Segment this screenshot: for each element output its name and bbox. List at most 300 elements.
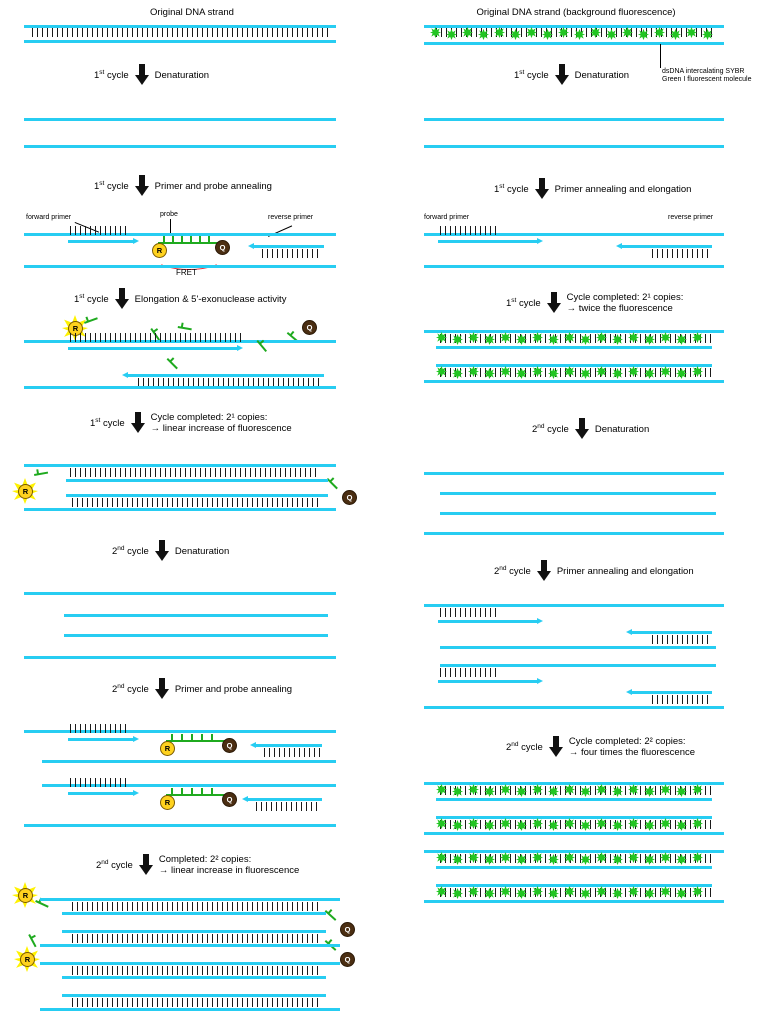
reporter-dye-icon: R: [68, 321, 83, 336]
sybr-green-icon: [500, 366, 511, 377]
dna-strand-template-bottom: [24, 265, 336, 268]
probe-fragment: [84, 317, 98, 324]
probe-tick: [191, 734, 193, 741]
reverse-primer-strand: [248, 798, 322, 801]
sybr-green-icon: [500, 818, 511, 829]
sybr-green-icon: [558, 27, 569, 38]
dna-strand-new: [66, 479, 328, 482]
sybr-green-icon: [644, 786, 655, 797]
probe-strand: [166, 740, 228, 742]
forward-primer-ticks: [70, 724, 130, 733]
reverse-primer-ticks: [264, 748, 320, 757]
probe-tick: [181, 734, 183, 741]
right-panel-title: Original DNA strand (background fluorescence): [476, 7, 676, 18]
sybr-green-icon: [612, 888, 623, 899]
sybr-green-icon: [580, 368, 591, 379]
step-text: Primer and probe annealing: [174, 683, 293, 695]
quencher-icon: Q: [222, 738, 237, 753]
dna-strand-product: [40, 962, 340, 965]
sybr-green-icon: [436, 784, 447, 795]
dna-strand-product: [40, 944, 340, 947]
sybr-green-icon: [500, 852, 511, 863]
sybr-green-icon: [580, 854, 591, 865]
sybr-green-icon: [676, 820, 687, 831]
dna-strand-product: [436, 798, 712, 801]
sybr-green-icon: [436, 886, 447, 897]
dna-strand-product: [436, 866, 712, 869]
step-row: [90, 412, 292, 434]
sybr-green-icon: [628, 366, 639, 377]
sybr-green-icon: [596, 852, 607, 863]
sybr-green-icon: [692, 852, 703, 863]
dna-strand-single: [24, 118, 336, 121]
sybr-green-icon: [526, 27, 537, 38]
step-row: [112, 540, 229, 562]
probe-tick: [201, 788, 203, 795]
new-strand-arrow-icon: [237, 345, 243, 351]
down-arrow-icon: [535, 178, 549, 200]
elongating-ticks: [70, 333, 242, 342]
step-row: [514, 64, 629, 86]
step-text: Primer annealing and elongation: [556, 565, 694, 577]
step-text-line2: → four times the fluorescence: [568, 747, 696, 758]
sybr-green-icon: [532, 784, 543, 795]
new-strand-arrow-icon: [122, 372, 128, 378]
forward-primer-ticks: [70, 226, 130, 235]
reverse-primer-strand: [632, 691, 712, 694]
sybr-green-icon: [516, 888, 527, 899]
sybr-green-icon: [436, 852, 447, 863]
sybr-green-icon: [660, 852, 671, 863]
sybr-green-icon: [676, 368, 687, 379]
sybr-green-icon: [692, 332, 703, 343]
cycle-label: 1st cycle: [94, 179, 129, 193]
sybr-green-icon: [702, 29, 713, 40]
sybr-green-icon: [590, 27, 601, 38]
probe-tick: [191, 788, 193, 795]
step-text: [569, 736, 695, 758]
quencher-icon: Q: [222, 792, 237, 807]
reverse-primer-ticks: [256, 802, 320, 811]
sybr-green-icon: [484, 888, 495, 899]
sybr-green-icon: [494, 27, 505, 38]
dna-strand-template-bottom: [24, 824, 336, 827]
forward-primer-ticks: [440, 226, 500, 235]
sybr-green-band: [430, 27, 718, 40]
reverse-primer-arrow-icon: [626, 689, 632, 695]
sybr-green-icon: [452, 368, 463, 379]
dna-strand-single: [440, 492, 716, 495]
quencher-icon: Q: [302, 320, 317, 335]
sybr-green-band: [436, 852, 712, 865]
sybr-green-icon: [500, 886, 511, 897]
forward-primer-strand: [68, 792, 134, 795]
sybr-green-icon: [564, 818, 575, 829]
sybr-green-icon: [516, 786, 527, 797]
probe-strand: [166, 794, 228, 796]
leader-line: [170, 219, 171, 233]
forward-primer-ticks: [440, 608, 498, 617]
probe-tick: [181, 788, 183, 795]
down-arrow-icon: [155, 540, 169, 562]
sybr-green-icon: [628, 886, 639, 897]
step-row: [94, 175, 272, 197]
sybr-green-panel: [384, 0, 768, 1024]
sybr-green-icon: [564, 332, 575, 343]
sybr-green-icon: [644, 334, 655, 345]
reporter-dye-icon: R: [160, 741, 175, 756]
probe-tick: [171, 788, 173, 795]
sybr-green-icon: [548, 854, 559, 865]
cycle-label: 2nd cycle: [532, 422, 569, 436]
sybr-green-icon: [564, 852, 575, 863]
dna-strand-bottom: [24, 508, 336, 511]
sybr-green-icon: [612, 786, 623, 797]
step-text-line2: → linear increase of fluorescence: [150, 423, 292, 434]
dna-strand-product: [424, 832, 724, 835]
cycle-label: 1st cycle: [514, 68, 549, 82]
sybr-green-icon: [532, 366, 543, 377]
forward-primer-arrow-icon: [133, 790, 139, 796]
reverse-primer-ticks: [652, 695, 710, 704]
sybr-green-icon: [660, 332, 671, 343]
step-text-line1: Cycle completed: 2² copies:: [568, 736, 686, 747]
step-text: [151, 412, 292, 434]
sybr-green-icon: [638, 29, 649, 40]
sybr-green-icon: [574, 29, 585, 40]
dna-strand-single: [24, 145, 336, 148]
sybr-green-icon: [468, 852, 479, 863]
sybr-green-icon: [532, 332, 543, 343]
sybr-green-icon: [692, 818, 703, 829]
dna-strand-product: [62, 976, 326, 979]
sybr-green-icon: [452, 786, 463, 797]
dna-strand-single: [64, 614, 328, 617]
sybr-green-icon: [692, 886, 703, 897]
step-text-line1: Cycle completed: 2¹ copies:: [566, 292, 684, 303]
reverse-primer-strand: [632, 631, 712, 634]
sybr-green-icon: [692, 366, 703, 377]
dna-ticks: [70, 468, 320, 477]
dna-strand-template-bottom: [424, 706, 724, 709]
sybr-green-icon: [644, 854, 655, 865]
sybr-green-icon: [660, 886, 671, 897]
forward-primer-strand: [68, 738, 134, 741]
step-text-line2: → twice the fluorescence: [566, 303, 673, 314]
down-arrow-icon: [131, 412, 145, 434]
sybr-green-icon: [676, 786, 687, 797]
dna-strand-template-bottom: [42, 760, 336, 763]
dna-strand-top: [24, 464, 336, 467]
dna-ticks: [72, 998, 320, 1007]
sybr-green-icon: [596, 818, 607, 829]
sybr-green-icon: [484, 368, 495, 379]
sybr-green-icon: [580, 334, 591, 345]
reverse-primer-label: reverse primer: [668, 214, 714, 221]
cycle-label: 1st cycle: [90, 416, 125, 430]
step-text: Denaturation: [594, 423, 650, 435]
dna-strand-product: [62, 912, 326, 915]
probe-tick: [208, 236, 210, 243]
sybr-green-icon: [484, 334, 495, 345]
dna-ticks: [72, 966, 320, 975]
sybr-green-icon: [580, 888, 591, 899]
sybr-green-icon: [532, 818, 543, 829]
reverse-primer-arrow-icon: [248, 243, 254, 249]
reverse-primer-arrow-icon: [242, 796, 248, 802]
step-text: Denaturation: [574, 69, 630, 81]
dna-strand-template-bottom: [24, 386, 336, 389]
down-arrow-icon: [155, 678, 169, 700]
dna-strand-template-top: [440, 664, 716, 667]
cycle-label: 2nd cycle: [494, 564, 531, 578]
sybr-green-band: [436, 366, 712, 379]
dna-strand-single: [424, 532, 724, 535]
sybr-green-band: [436, 784, 712, 797]
sybr-green-icon: [452, 854, 463, 865]
reverse-primer-ticks: [262, 249, 322, 258]
forward-primer-strand: [68, 240, 134, 243]
sybr-green-icon: [564, 886, 575, 897]
dna-ticks: [72, 934, 320, 943]
sybr-green-icon: [628, 332, 639, 343]
cycle-label: 1st cycle: [494, 182, 529, 196]
sybr-green-icon: [548, 820, 559, 831]
sybr-green-band: [436, 886, 712, 899]
step-text: Elongation & 5'-exonuclease activity: [134, 293, 287, 305]
dna-strand-single: [424, 145, 724, 148]
step-row: [112, 678, 292, 700]
reverse-primer-arrow-icon: [250, 742, 256, 748]
dna-strand-single: [440, 512, 716, 515]
dna-strand-bottom: [424, 42, 724, 45]
sybr-green-icon: [596, 366, 607, 377]
probe-tick: [163, 236, 165, 243]
sybr-green-icon: [500, 332, 511, 343]
sybr-green-icon: [436, 366, 447, 377]
dna-strand-single: [424, 472, 724, 475]
sybr-green-band: [436, 818, 712, 831]
forward-primer-strand: [438, 680, 538, 683]
reporter-dye-icon: R: [18, 888, 33, 903]
probe-tick: [171, 734, 173, 741]
step-text: Denaturation: [174, 545, 230, 557]
sybr-green-icon: [510, 29, 521, 40]
probe-tick: [199, 236, 201, 243]
forward-primer-arrow-icon: [133, 238, 139, 244]
sybr-green-band: [436, 332, 712, 345]
sybr-green-icon: [484, 786, 495, 797]
sybr-green-icon: [622, 27, 633, 38]
dna-strand-product: [40, 1008, 340, 1011]
probe-fragment: [34, 472, 48, 476]
quencher-icon: Q: [215, 240, 230, 255]
step-text: Primer annealing and elongation: [554, 183, 692, 195]
dna-ticks-top: [32, 28, 328, 37]
sybr-green-icon: [580, 786, 591, 797]
sybr-green-icon: [484, 820, 495, 831]
sybr-green-icon: [612, 820, 623, 831]
sybr-green-icon: [436, 818, 447, 829]
probe-fragment: [325, 910, 337, 921]
sybr-green-icon: [660, 784, 671, 795]
sybr-green-icon: [542, 29, 553, 40]
dna-strand-template-bottom: [440, 646, 716, 649]
sybr-green-icon: [468, 366, 479, 377]
sybr-green-icon: [676, 334, 687, 345]
sybr-green-icon: [628, 852, 639, 863]
sybr-green-icon: [660, 818, 671, 829]
probe-tick: [201, 734, 203, 741]
step-text: Denaturation: [154, 69, 210, 81]
step-row: [96, 854, 299, 876]
forward-primer-arrow-icon: [537, 238, 543, 244]
step-text: [159, 854, 299, 876]
dna-strand-product: [62, 930, 326, 933]
forward-primer-ticks: [70, 778, 130, 787]
fret-label: FRET: [176, 268, 197, 277]
forward-primer-ticks: [440, 668, 498, 677]
probe-fragment: [167, 358, 178, 369]
forward-primer-strand: [438, 620, 538, 623]
dna-strand-new: [66, 494, 328, 497]
sybr-green-icon: [548, 786, 559, 797]
down-arrow-icon: [575, 418, 589, 440]
sybr-green-icon: [596, 784, 607, 795]
dna-ticks: [72, 902, 320, 911]
dna-strand-single: [24, 656, 336, 659]
cycle-label: 1st cycle: [94, 68, 129, 82]
sybr-green-icon: [462, 27, 473, 38]
sybr-green-icon: [452, 334, 463, 345]
down-arrow-icon: [537, 560, 551, 582]
sybr-green-icon: [548, 334, 559, 345]
reverse-primer-ticks: [652, 635, 710, 644]
cycle-label: 2nd cycle: [96, 858, 133, 872]
step-row: [74, 288, 286, 310]
reverse-primer-label: reverse primer: [268, 214, 314, 221]
dna-strand-product: [62, 994, 326, 997]
sybr-green-icon: [548, 888, 559, 899]
step-text: [567, 292, 684, 314]
dna-strand-single: [64, 634, 328, 637]
cycle-label: 1st cycle: [506, 296, 541, 310]
step-row: [506, 736, 695, 758]
probe-strand: [158, 242, 220, 244]
cycle-label: 1st cycle: [74, 292, 109, 306]
dna-strand-single: [424, 118, 724, 121]
sybr-green-icon: [468, 886, 479, 897]
dna-strand-product: [40, 898, 340, 901]
sybr-green-icon: [612, 368, 623, 379]
down-arrow-icon: [547, 292, 561, 314]
cycle-label: 2nd cycle: [112, 682, 149, 696]
reporter-dye-icon: R: [152, 243, 167, 258]
sybr-green-icon: [532, 886, 543, 897]
reverse-primer-strand: [254, 245, 324, 248]
dna-strand-product: [424, 900, 724, 903]
reverse-primer-arrow-icon: [626, 629, 632, 635]
dna-ticks: [72, 498, 320, 507]
step-row: [506, 292, 683, 314]
sybr-green-icon: [564, 784, 575, 795]
left-panel-title: Original DNA strand: [150, 7, 234, 18]
probe-tick: [181, 236, 183, 243]
step-text-line1: Completed: 2² copies:: [158, 854, 252, 865]
sybr-note: dsDNA intercalating SYBR Green I fluorescent molecule: [662, 68, 752, 83]
dna-strand-bottom: [24, 40, 336, 43]
sybr-green-icon: [516, 334, 527, 345]
step-row: [494, 178, 691, 200]
probe-label: probe: [160, 211, 178, 218]
probe-fragment: [178, 326, 192, 330]
cycle-label: 2nd cycle: [506, 740, 543, 754]
probe-tick: [190, 236, 192, 243]
new-strand-reverse: [128, 374, 324, 377]
step-text: Primer and probe annealing: [154, 180, 272, 192]
forward-primer-label: forward primer: [424, 214, 470, 221]
probe-tick: [211, 734, 213, 741]
sybr-green-icon: [468, 332, 479, 343]
sybr-green-icon: [430, 27, 441, 38]
sybr-green-icon: [516, 368, 527, 379]
sybr-green-icon: [644, 888, 655, 899]
dna-strand-product: [424, 380, 724, 383]
sybr-green-icon: [596, 886, 607, 897]
sybr-green-icon: [478, 29, 489, 40]
sybr-green-icon: [612, 334, 623, 345]
sybr-green-icon: [548, 368, 559, 379]
step-row: [494, 560, 694, 582]
released-reporter-icon: [12, 882, 38, 908]
sybr-green-icon: [676, 854, 687, 865]
forward-primer-arrow-icon: [537, 618, 543, 624]
sybr-green-icon: [644, 368, 655, 379]
probe-fragment: [327, 478, 338, 489]
quencher-icon: Q: [342, 490, 357, 505]
sybr-green-icon: [612, 854, 623, 865]
reporter-dye-icon: R: [160, 795, 175, 810]
sybr-green-icon: [452, 888, 463, 899]
quencher-icon: Q: [340, 952, 355, 967]
sybr-green-icon: [596, 332, 607, 343]
sybr-green-icon: [484, 854, 495, 865]
sybr-green-icon: [516, 820, 527, 831]
step-text-line2: → linear increase in fluorescence: [158, 865, 300, 876]
step-text-line1: Cycle completed: 2¹ copies:: [150, 412, 268, 423]
probe-tick: [211, 788, 213, 795]
sybr-green-icon: [676, 888, 687, 899]
sybr-green-icon: [516, 854, 527, 865]
sybr-green-icon: [468, 818, 479, 829]
sybr-green-icon: [446, 29, 457, 40]
released-reporter-icon: [14, 946, 40, 972]
sybr-green-icon: [644, 820, 655, 831]
forward-primer-label: forward primer: [26, 214, 72, 221]
dna-strand-template-top: [424, 604, 724, 607]
sybr-green-icon: [452, 820, 463, 831]
down-arrow-icon: [549, 736, 563, 758]
down-arrow-icon: [135, 64, 149, 86]
sybr-green-icon: [692, 784, 703, 795]
sybr-green-icon: [606, 29, 617, 40]
sybr-green-icon: [564, 366, 575, 377]
step-row: [94, 64, 209, 86]
quencher-icon: Q: [340, 922, 355, 937]
sybr-green-icon: [654, 27, 665, 38]
sybr-green-icon: [670, 29, 681, 40]
forward-primer-arrow-icon: [133, 736, 139, 742]
